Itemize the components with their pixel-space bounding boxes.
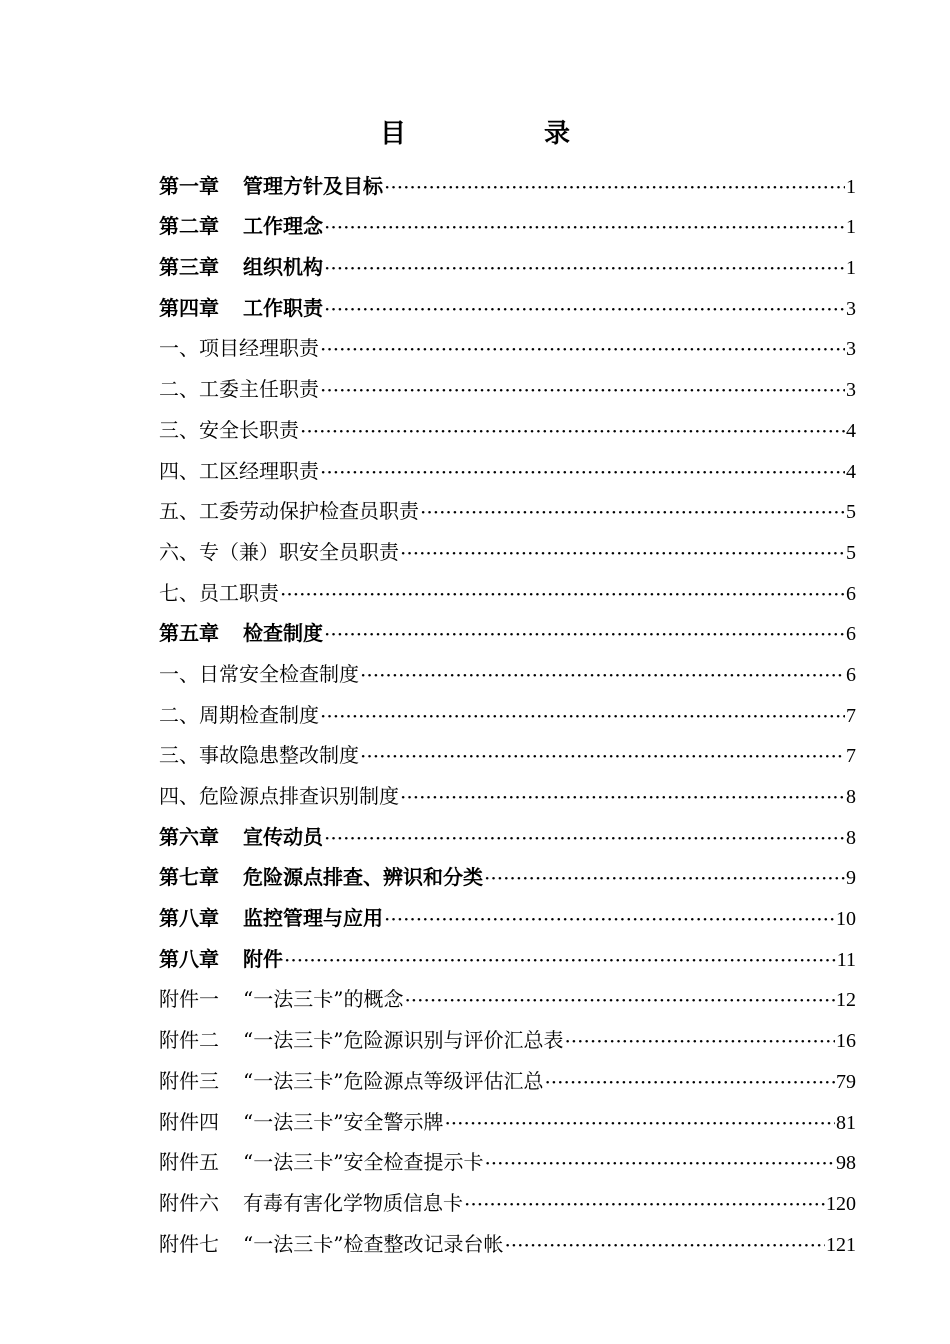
toc-leader-dots bbox=[404, 988, 835, 1012]
toc-leader-dots bbox=[324, 297, 845, 321]
toc-entry-text: 七、员工职责 bbox=[159, 580, 279, 605]
toc-entry-chapter[interactable] bbox=[159, 809, 856, 850]
toc-leader-dots bbox=[360, 663, 845, 687]
toc-page-number: 81 bbox=[836, 1111, 856, 1134]
toc-entry-chapter[interactable] bbox=[159, 199, 856, 240]
toc-entry-chapter[interactable] bbox=[159, 606, 856, 647]
toc-entry-label bbox=[159, 821, 323, 850]
toc-leader-dots bbox=[400, 785, 845, 809]
toc-entry-label bbox=[159, 210, 323, 239]
toc-page-number: 10 bbox=[836, 908, 856, 931]
toc-entry-section[interactable] bbox=[159, 565, 856, 606]
toc-entry-appendix[interactable] bbox=[159, 972, 856, 1013]
toc-page-number: 79 bbox=[836, 1070, 856, 1093]
toc-page-number: 16 bbox=[836, 1030, 856, 1053]
toc-entry-text: 工作理念 bbox=[243, 214, 323, 239]
toc-entry-label bbox=[159, 373, 319, 402]
toc-entry-text: 二、周期检查制度 bbox=[159, 702, 319, 727]
toc-page-number: 1 bbox=[846, 216, 856, 239]
toc-leader-dots bbox=[284, 948, 836, 972]
toc-page-number: 12 bbox=[836, 989, 856, 1012]
toc-leader-dots bbox=[484, 866, 845, 890]
toc-leader-dots bbox=[360, 744, 845, 768]
toc-entry-text: “一法三卡”检查整改记录台帐 bbox=[243, 1231, 504, 1256]
toc-page-number: 11 bbox=[836, 948, 856, 971]
toc-entry-chapter[interactable] bbox=[159, 280, 856, 321]
toc-leader-dots bbox=[324, 215, 845, 239]
toc-entry-appendix[interactable] bbox=[159, 1135, 856, 1176]
toc-entry-number: 第八章 bbox=[159, 946, 219, 971]
toc-leader-dots bbox=[384, 175, 845, 199]
toc-entry-text: 三、事故隐患整改制度 bbox=[159, 743, 359, 768]
toc-entry-number: 第四章 bbox=[159, 295, 219, 320]
toc-entry-number: 第三章 bbox=[159, 255, 219, 280]
toc-leader-dots bbox=[464, 1192, 825, 1216]
toc-page-number: 1 bbox=[846, 175, 856, 198]
toc-leader-dots bbox=[324, 256, 845, 280]
toc-entry-appendix[interactable] bbox=[159, 1216, 856, 1257]
toc-entry-label bbox=[159, 251, 323, 280]
toc-leader-dots bbox=[320, 460, 845, 484]
toc-leader-dots bbox=[504, 1233, 825, 1257]
toc-entry-section[interactable] bbox=[159, 402, 856, 443]
toc-page-number: 121 bbox=[826, 1233, 856, 1256]
toc-entry-section[interactable] bbox=[159, 484, 856, 525]
toc-leader-dots bbox=[280, 582, 845, 606]
toc-entry-text: 检查制度 bbox=[243, 621, 323, 646]
toc-entry-number: 第二章 bbox=[159, 214, 219, 239]
toc-entry-text: 附件 bbox=[243, 946, 283, 971]
toc-entry-section[interactable] bbox=[159, 646, 856, 687]
toc-entry-text: 一、日常安全检查制度 bbox=[159, 661, 359, 686]
toc-entry-text: “一法三卡”危险源点等级评估汇总 bbox=[243, 1068, 544, 1093]
toc-page-number: 5 bbox=[846, 541, 856, 564]
toc-entry-number: 附件一 bbox=[159, 987, 219, 1012]
toc-entry-appendix[interactable] bbox=[159, 1175, 856, 1216]
toc-entry-number: 附件四 bbox=[159, 1109, 219, 1134]
toc-entry-label bbox=[159, 495, 419, 524]
toc-entry-text: 一、项目经理职责 bbox=[159, 336, 319, 361]
toc-entry-label bbox=[159, 332, 319, 361]
toc-entry-number: 第七章 bbox=[159, 865, 219, 890]
toc-title: 目 录 bbox=[379, 119, 626, 149]
toc-entry-text: 四、危险源点排查识别制度 bbox=[159, 784, 399, 808]
toc-leader-dots bbox=[300, 419, 845, 443]
toc-leader-dots bbox=[320, 704, 845, 728]
toc-leader-dots bbox=[320, 337, 845, 361]
toc-entry-section[interactable] bbox=[159, 728, 856, 769]
toc-entry-label bbox=[159, 292, 323, 321]
toc-entry-number: 附件三 bbox=[159, 1068, 219, 1093]
toc-entry-text: 监控管理与应用 bbox=[243, 906, 383, 931]
toc-entry-label bbox=[159, 902, 383, 931]
toc-entry-label bbox=[159, 658, 359, 687]
toc-entry-text: 工作职责 bbox=[243, 295, 323, 320]
toc-entry-section[interactable] bbox=[159, 768, 856, 809]
toc-list bbox=[159, 158, 856, 1257]
toc-entry-text: 危险源点排查、辨识和分类 bbox=[243, 865, 483, 890]
toc-entry-section[interactable] bbox=[159, 687, 856, 728]
toc-leader-dots bbox=[420, 500, 845, 524]
toc-leader-dots bbox=[320, 378, 845, 402]
toc-entry-appendix[interactable] bbox=[159, 1094, 856, 1135]
toc-entry-label bbox=[159, 780, 399, 809]
toc-leader-dots bbox=[544, 1070, 835, 1094]
toc-entry-label bbox=[159, 861, 483, 890]
toc-entry-section[interactable] bbox=[159, 321, 856, 362]
toc-entry-text: “一法三卡”安全检查提示卡 bbox=[243, 1150, 484, 1175]
toc-page-number: 6 bbox=[846, 623, 856, 646]
toc-page-number: 3 bbox=[846, 297, 856, 320]
toc-entry-label bbox=[159, 1228, 503, 1257]
toc-entry-chapter[interactable] bbox=[159, 850, 856, 891]
toc-leader-dots bbox=[444, 1111, 835, 1135]
toc-entry-label bbox=[159, 536, 399, 565]
toc-entry-label bbox=[159, 617, 323, 646]
toc-entry-chapter[interactable] bbox=[159, 931, 856, 972]
toc-entry-text: “一法三卡”的概念 bbox=[243, 987, 404, 1012]
toc-entry-text: “一法三卡”安全警示牌 bbox=[243, 1109, 444, 1134]
toc-entry-label bbox=[159, 943, 283, 972]
toc-entry-section[interactable] bbox=[159, 361, 856, 402]
toc-entry-text: 管理方针及目标 bbox=[243, 173, 383, 198]
toc-entry-number: 第八章 bbox=[159, 906, 219, 931]
toc-leader-dots bbox=[324, 622, 845, 646]
toc-leader-dots bbox=[324, 826, 845, 850]
toc-entry-text: 二、工委主任职责 bbox=[159, 377, 319, 402]
toc-page-number: 8 bbox=[846, 786, 856, 808]
toc-entry-section[interactable] bbox=[159, 443, 856, 484]
toc-entry-number: 附件六 bbox=[159, 1190, 219, 1215]
toc-page-number: 6 bbox=[846, 582, 856, 605]
toc-leader-dots bbox=[384, 907, 835, 931]
toc-entry-text: “一法三卡”危险源识别与评价汇总表 bbox=[243, 1028, 564, 1053]
toc-page-number: 1 bbox=[846, 257, 856, 280]
toc-entry-text: 五、工委劳动保护检查员职责 bbox=[159, 499, 419, 524]
toc-entry-label bbox=[159, 983, 403, 1012]
toc-entry-appendix[interactable] bbox=[159, 1053, 856, 1094]
toc-entry-text: 六、专（兼）职安全员职责 bbox=[159, 539, 399, 564]
toc-entry-label bbox=[159, 699, 319, 728]
toc-entry-chapter[interactable] bbox=[159, 239, 856, 280]
toc-entry-chapter[interactable] bbox=[159, 158, 856, 199]
toc-page-number: 5 bbox=[846, 501, 856, 524]
toc-entry-chapter[interactable] bbox=[159, 890, 856, 931]
toc-entry-label bbox=[159, 414, 299, 443]
toc-entry-label bbox=[159, 1146, 483, 1175]
toc-leader-dots bbox=[400, 541, 845, 565]
toc-entry-label bbox=[159, 577, 279, 606]
toc-page-number: 120 bbox=[826, 1192, 856, 1215]
toc-leader-dots bbox=[484, 1151, 835, 1175]
toc-entry-number: 附件二 bbox=[159, 1028, 219, 1053]
toc-entry-appendix[interactable] bbox=[159, 1012, 856, 1053]
toc-page-number: 4 bbox=[846, 460, 856, 483]
toc-entry-label bbox=[159, 739, 359, 768]
toc-entry-label bbox=[159, 1065, 543, 1094]
toc-entry-number: 第五章 bbox=[159, 621, 219, 646]
toc-page-number: 9 bbox=[846, 867, 856, 890]
toc-entry-text: 组织机构 bbox=[243, 255, 323, 280]
toc-entry-section[interactable] bbox=[159, 524, 856, 565]
toc-entry-text: 四、工区经理职责 bbox=[159, 458, 319, 483]
toc-page-number: 7 bbox=[846, 745, 856, 768]
toc-leader-dots bbox=[564, 1029, 835, 1053]
toc-page-number: 6 bbox=[846, 663, 856, 686]
toc-page-number: 7 bbox=[846, 704, 856, 727]
toc-entry-number: 第六章 bbox=[159, 824, 219, 849]
toc-page-number: 98 bbox=[836, 1152, 856, 1175]
toc-entry-number: 附件五 bbox=[159, 1150, 219, 1175]
toc-entry-label bbox=[159, 1187, 463, 1216]
toc-page-number: 4 bbox=[846, 419, 856, 442]
toc-entry-text: 有毒有害化学物质信息卡 bbox=[243, 1190, 463, 1215]
toc-entry-label bbox=[159, 1106, 443, 1135]
toc-page-number: 3 bbox=[846, 379, 856, 402]
toc-entry-text: 宣传动员 bbox=[243, 824, 323, 849]
toc-entry-label bbox=[159, 1024, 563, 1053]
toc-entry-label bbox=[159, 455, 319, 484]
toc-entry-number: 附件七 bbox=[159, 1231, 219, 1256]
toc-page-number: 3 bbox=[846, 338, 856, 361]
toc-page-number: 8 bbox=[846, 826, 856, 849]
toc-entry-number: 第一章 bbox=[159, 173, 219, 198]
toc-entry-text: 三、安全长职责 bbox=[159, 417, 299, 442]
toc-entry-label bbox=[159, 170, 383, 199]
